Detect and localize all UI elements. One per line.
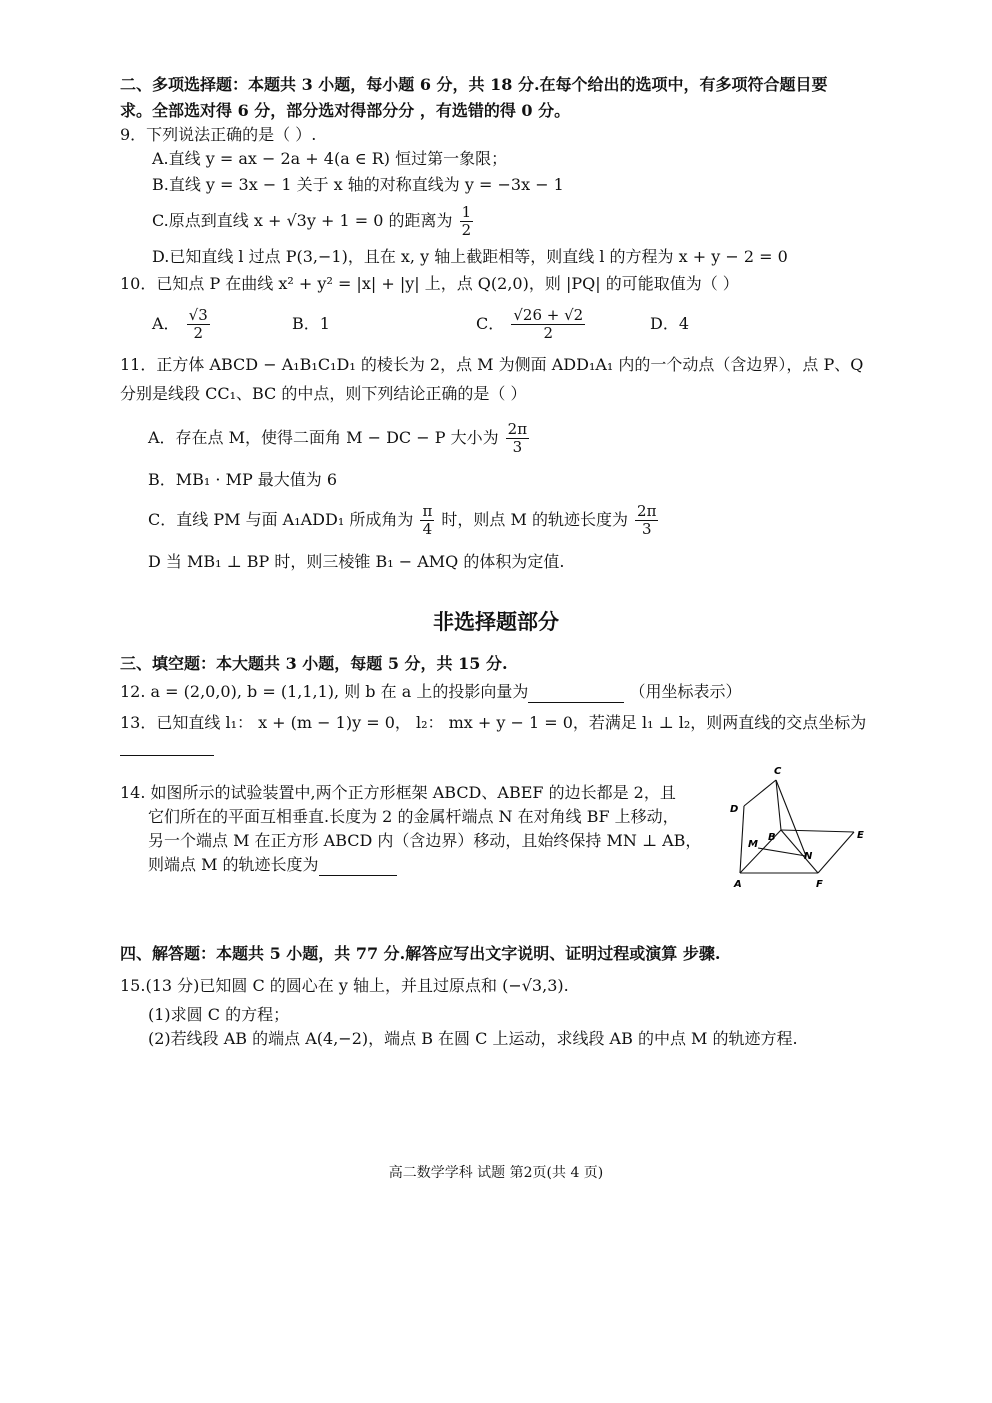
rod-mn xyxy=(758,848,806,856)
label-e: E xyxy=(857,830,864,841)
fraction-numerator: √26 + √2 xyxy=(513,306,584,324)
q10-option-b: B．1 xyxy=(292,314,330,333)
fraction-denominator: 2 xyxy=(543,324,554,342)
fraction-numerator: π xyxy=(422,502,433,520)
q12-note: （用坐标表示） xyxy=(629,682,742,701)
edge-ef xyxy=(818,832,854,873)
q11-option-a-fraction xyxy=(506,421,529,456)
fraction-numerator: 2π xyxy=(507,420,528,438)
q10-option-c-fraction xyxy=(511,307,585,342)
label-b: B xyxy=(768,832,776,843)
q11-option-d: D 当 MB₁ ⊥ BP 时，则三棱锥 B₁ − AMQ 的体积为定值. xyxy=(148,552,565,571)
q11-option-c-text-mid: 时，则点 M 的轨迹长度为 xyxy=(441,510,628,529)
q11-option-a xyxy=(148,418,882,458)
section3-title: 三、填空题：本大题共 3 小题，每题 5 分，共 15 分. xyxy=(120,654,508,673)
q9-stem: 9．下列说法正确的是（ ）. xyxy=(120,125,317,144)
q11-option-c xyxy=(148,500,882,540)
q11-option-b: B．MB₁ · MP 最大值为 6 xyxy=(148,470,338,489)
q12-text: 12. a = (2,0,0), b = (1,1,1), 则 b 在 a 上的投影向量为 xyxy=(120,682,529,701)
q15-stem: 15.(13 分)已知圆 C 的圆心在 y 轴上，并且过原点和 (−√3,3). xyxy=(120,976,569,995)
page-footer: 高二数学学科 试题 第2页(共 4 页) xyxy=(388,1165,604,1181)
q10-option-d: D．4 xyxy=(650,314,690,333)
fraction-numerator: 2π xyxy=(637,502,657,520)
label-n: N xyxy=(804,851,813,862)
q11-option-a-text: A．存在点 M，使得二面角 M − DC − P 大小为 xyxy=(148,428,499,447)
q15-part2: (2)若线段 AB 的端点 A(4,−2)，端点 B 在圆 C 上运动，求线段 AB 的中点 M 的轨迹方程. xyxy=(148,1029,798,1048)
q11-stem-line1: 11．正方体 ABCD − A₁B₁C₁D₁ 的棱长为 2，点 M 为侧面 ADD₁A₁ 内的一个动点（含边界），点 P、Q xyxy=(120,355,864,374)
q14-line4-text: 则端点 M 的轨迹长度为 xyxy=(148,855,319,874)
q11-option-c-fraction-2 xyxy=(635,503,658,538)
edge-be xyxy=(781,830,854,832)
fraction-denominator: 3 xyxy=(641,520,652,538)
fraction-denominator: 4 xyxy=(422,520,433,538)
q14-line1: 14. 如图所示的试验装置中,两个正方形框架 ABCD、ABEF 的边长都是 2，且 xyxy=(120,783,676,802)
edge-dc xyxy=(744,780,776,806)
label-c: C xyxy=(774,766,782,777)
q15-part1: (1)求圆 C 的方程； xyxy=(148,1005,290,1024)
section4-title: 四、解答题：本题共 5 小题，共 77 分.解答应写出文字说明、证明过程或演算 步骤. xyxy=(120,944,721,963)
label-d: D xyxy=(730,804,739,815)
q9-option-c-text: C.原点到直线 x + √3y + 1 = 0 的距离为 xyxy=(152,211,453,230)
q11-option-c-text: C．直线 PM 与面 A₁ADD₁ 所成角为 xyxy=(148,510,414,529)
q10-option-a-label: A． xyxy=(152,314,180,333)
q10-option-a-fraction xyxy=(187,307,210,342)
q13: 13．已知直线 l₁： x + (m − 1)y = 0， l₂： mx + y − 1 = 0，若满足 l₁ ⊥ l₂，则两直线的交点坐标为 xyxy=(120,713,867,732)
diagonal-bf xyxy=(781,830,818,873)
label-m: M xyxy=(748,839,758,850)
edge-da xyxy=(740,806,744,873)
q11-option-c-fraction-1 xyxy=(420,503,434,538)
q9-option-c xyxy=(152,202,882,240)
q14-answer-blank[interactable] xyxy=(319,859,397,876)
q14-line2: 它们所在的平面互相垂直.长度为 2 的金属杆端点 N 在对角线 BF 上移动， xyxy=(148,807,679,826)
q10-option-c-label: C． xyxy=(476,314,505,333)
label-a: A xyxy=(734,879,742,890)
q12-answer-blank[interactable] xyxy=(528,686,624,703)
cube-frame-figure xyxy=(726,760,876,895)
q9-option-c-fraction xyxy=(460,204,474,239)
fraction-denominator: 2 xyxy=(193,324,203,342)
part-title: 非选择题部分 xyxy=(433,609,559,634)
fraction-numerator: 1 xyxy=(461,203,472,221)
q9-option-a: A.直线 y = ax − 2a + 4(a ∈ R) 恒过第一象限； xyxy=(152,149,508,168)
q11-stem-line2: 分别是线段 CC₁、BC 的中点，则下列结论正确的是（ ） xyxy=(120,384,527,403)
q9-option-b: B.直线 y = 3x − 1 关于 x 轴的对称直线为 y = −3x − 1 xyxy=(152,175,564,194)
fraction-denominator: 2 xyxy=(461,221,472,239)
segment-cn xyxy=(776,780,806,856)
label-f: F xyxy=(816,879,823,890)
q10-option-c xyxy=(476,304,587,344)
q13-answer-blank[interactable] xyxy=(120,755,214,756)
q9-option-d: D.已知直线 l 过点 P(3,−1)，且在 x, y 轴上截距相等，则直线 l 的方程为 x + y − 2 = 0 xyxy=(152,247,788,266)
fraction-numerator: √3 xyxy=(188,306,208,324)
q10-option-a xyxy=(152,304,212,344)
q14-line3: 另一个端点 M 在正方形 ABCD 内（含边界）移动，且始终保持 MN ⊥ AB， xyxy=(148,831,702,850)
q10-stem: 10．已知点 P 在曲线 x² + y² = |x| + |y| 上，点 Q(2,0)，则 |PQ| 的可能取值为（ ） xyxy=(120,274,739,293)
section2-title-line2: 求。全部选对得 6 分，部分选对得部分分 ，有选错的得 0 分。 xyxy=(120,101,571,120)
fraction-denominator: 3 xyxy=(512,438,523,456)
q12 xyxy=(120,681,882,703)
section2-title-line1: 二、多项选择题：本题共 3 小题，每小题 6 分，共 18 分.在每个给出的选项中，有多项符合题目要 xyxy=(120,75,828,94)
